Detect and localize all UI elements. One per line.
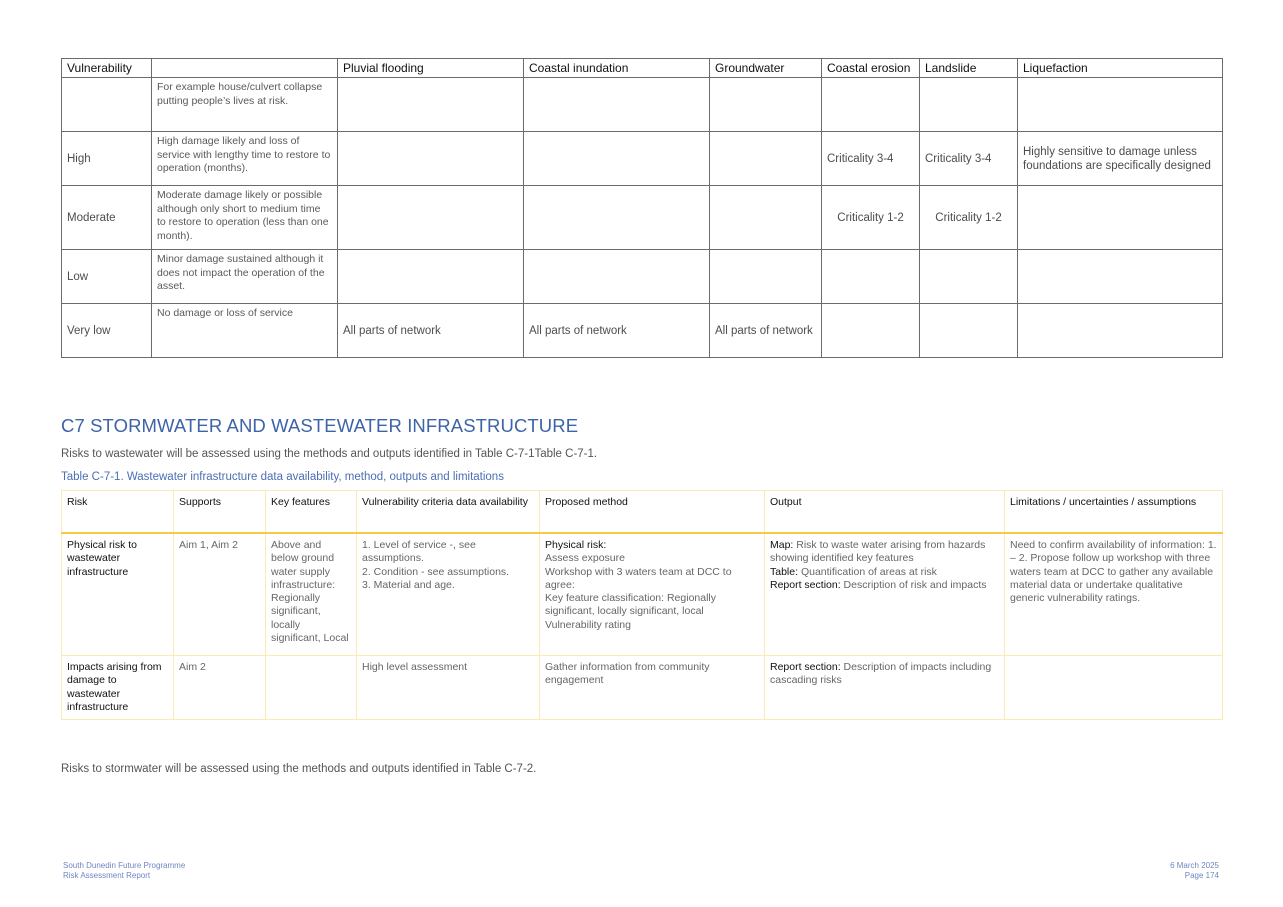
limitations-cell: Need to confirm availability of information: 1. – 2. Propose follow up workshop with three waters team at DCC to gather any available material data or undertake qualitative generic vulnerability ratings. <box>1005 533 1223 656</box>
description-cell: For example house/culvert collapse putting people’s lives at risk. <box>152 78 338 132</box>
header-liquefaction: Liquefaction <box>1018 59 1223 78</box>
table-row <box>62 186 1223 250</box>
table-caption: Table C-7-1. Wastewater infrastructure data availability, method, outputs and limitations <box>61 471 504 483</box>
footer-page-number: Page 174 <box>1184 870 1219 880</box>
output-item <box>770 539 999 566</box>
header-key-features: Key features <box>266 491 357 534</box>
table-row <box>62 132 1223 186</box>
header-landslide: Landslide <box>920 59 1018 78</box>
output-text: Quantification of areas at risk <box>798 565 937 578</box>
pluvial-cell <box>338 132 524 186</box>
level-cell: Moderate <box>62 186 152 250</box>
risk-cell: Impacts arising from damage to wastewater infrastructure <box>62 656 174 720</box>
level-cell: High <box>62 132 152 186</box>
method-item: Key feature classification: Regionally significant, locally significant, local <box>545 592 717 618</box>
description-cell: Minor damage sustained although it does not impact the operation of the asset. <box>152 250 338 304</box>
method-item: Gather information from community engagement <box>545 661 710 687</box>
groundwater-cell <box>710 132 822 186</box>
table-row <box>62 304 1223 358</box>
footer-date: 6 March 2025 <box>1170 861 1219 870</box>
method-label: Physical risk: <box>545 539 607 551</box>
footer-page-info <box>1170 861 1219 880</box>
output-item <box>770 579 999 592</box>
coastal-erosion-cell: Criticality 1-2 <box>822 186 920 250</box>
pluvial-cell <box>338 186 524 250</box>
groundwater-cell: All parts of network <box>710 304 822 358</box>
table-row <box>62 250 1223 304</box>
criteria-cell <box>357 533 540 656</box>
landslide-cell <box>920 250 1018 304</box>
output-label: Report section: <box>770 578 841 591</box>
intro-paragraph: Risks to wastewater will be assessed using the methods and outputs identified in Table C-7-1Table C-7-1. <box>61 448 598 460</box>
description-cell: Moderate damage likely or possible although only short to medium time to restore to operation (less than one month). <box>152 186 338 250</box>
header-pluvial-flooding: Pluvial flooding <box>338 59 524 78</box>
vulnerability-criteria-table <box>61 58 1223 358</box>
output-label: Table: <box>770 565 799 578</box>
description-cell: No damage or loss of service <box>152 304 338 358</box>
header-risk: Risk <box>62 491 174 534</box>
pluvial-cell: All parts of network <box>338 304 524 358</box>
supports-cell: Aim 1, Aim 2 <box>174 533 266 656</box>
landslide-cell <box>920 304 1018 358</box>
supports-cell: Aim 2 <box>174 656 266 720</box>
output-text: Risk to waste water arising from hazards showing identified key features <box>770 539 986 565</box>
groundwater-cell <box>710 186 822 250</box>
groundwater-cell <box>710 78 822 132</box>
footer-document-info <box>63 861 185 880</box>
output-text: Description of risk and impacts <box>840 578 987 591</box>
landslide-cell <box>920 78 1018 132</box>
landslide-cell: Criticality 1-2 <box>920 186 1018 250</box>
header-limitations: Limitations / uncertainties / assumptions <box>1005 491 1223 534</box>
liquefaction-cell <box>1018 186 1223 250</box>
criteria-cell <box>357 656 540 720</box>
coastal-erosion-cell <box>822 78 920 132</box>
header-supports: Supports <box>174 491 266 534</box>
output-cell <box>765 656 1005 720</box>
header-output: Output <box>765 491 1005 534</box>
table-header-row <box>62 59 1223 78</box>
method-item: Workshop with 3 waters team at DCC to agree: <box>545 565 732 591</box>
header-description <box>152 59 338 78</box>
liquefaction-cell <box>1018 250 1223 304</box>
output-label: Report section: <box>770 661 841 673</box>
criteria-item: 1. Level of service -, see assumptions. <box>362 539 476 565</box>
criteria-item: 3. Material and age. <box>362 578 455 591</box>
criteria-item: 2. Condition - see assumptions. <box>362 565 510 578</box>
pluvial-cell <box>338 78 524 132</box>
table-header-row <box>62 491 1223 534</box>
key-features-cell: Above and below ground water supply infrastructure: Regionally significant, locally significant, Local <box>266 533 357 656</box>
method-item: Vulnerability rating <box>545 618 631 631</box>
output-item <box>770 566 999 579</box>
coastal-inundation-cell <box>524 132 710 186</box>
description-cell: High damage likely and loss of service with lengthy time to restore to operation (months). <box>152 132 338 186</box>
footer-report-name: Risk Assessment Report <box>63 870 151 880</box>
risk-cell: Physical risk to wastewater infrastructure <box>62 533 174 656</box>
level-cell: Low <box>62 250 152 304</box>
table-row <box>62 78 1223 132</box>
output-item <box>770 661 999 688</box>
header-vulnerability: Vulnerability <box>62 59 152 78</box>
criteria-item: High level assessment <box>362 661 468 673</box>
header-groundwater: Groundwater <box>710 59 822 78</box>
output-label: Map: <box>770 539 794 551</box>
coastal-inundation-cell <box>524 78 710 132</box>
liquefaction-cell <box>1018 78 1223 132</box>
header-coastal-erosion: Coastal erosion <box>822 59 920 78</box>
level-cell <box>62 78 152 132</box>
key-features-cell <box>266 656 357 720</box>
table-row <box>62 656 1223 720</box>
footer-programme-name: South Dunedin Future Programme <box>63 861 186 870</box>
groundwater-cell <box>710 250 822 304</box>
section-heading: C7 STORMWATER AND WASTEWATER INFRASTRUCTURE <box>61 415 579 436</box>
method-cell <box>540 533 765 656</box>
table-row <box>62 533 1223 656</box>
pluvial-cell <box>338 250 524 304</box>
wastewater-infrastructure-table <box>61 490 1223 720</box>
method-item: Assess exposure <box>545 552 625 565</box>
coastal-inundation-cell <box>524 250 710 304</box>
outro-paragraph: Risks to stormwater will be assessed using the methods and outputs identified in Table C-7-2. <box>61 763 537 775</box>
level-cell: Very low <box>62 304 152 358</box>
coastal-erosion-cell: Criticality 3-4 <box>822 132 920 186</box>
header-coastal-inundation: Coastal inundation <box>524 59 710 78</box>
coastal-erosion-cell <box>822 250 920 304</box>
output-text: Description of impacts including cascading risks <box>770 661 992 687</box>
liquefaction-cell: Highly sensitive to damage unless foundations are specifically designed <box>1018 132 1223 186</box>
header-vulnerability-criteria: Vulnerability criteria data availability <box>357 491 540 534</box>
landslide-cell: Criticality 3-4 <box>920 132 1018 186</box>
limitations-cell <box>1005 656 1223 720</box>
output-cell <box>765 533 1005 656</box>
liquefaction-cell <box>1018 304 1223 358</box>
coastal-erosion-cell <box>822 304 920 358</box>
coastal-inundation-cell <box>524 186 710 250</box>
coastal-inundation-cell: All parts of network <box>524 304 710 358</box>
header-proposed-method: Proposed method <box>540 491 765 534</box>
method-cell <box>540 656 765 720</box>
